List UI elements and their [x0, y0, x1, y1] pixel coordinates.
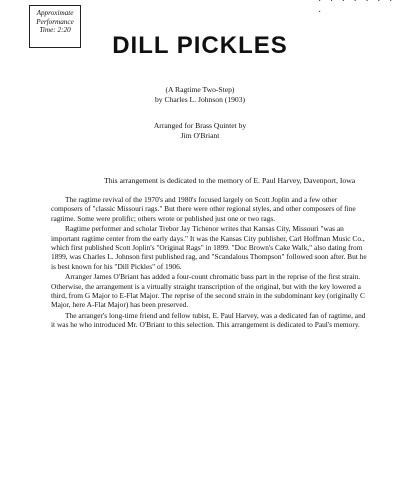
performance-box-line-2: Performance	[36, 17, 74, 26]
arrangement-credit: Arranged for Brass Quintet by	[153, 121, 247, 130]
program-note-paragraph: The ragtime revival of the 1970's and 1980's focused largely on Scott Joplin and a few other composers of "classic Missouri rags." But there were other regional styles, and other composers of fine ragtime. Some were prolific; others wrote or published just one or two rags.	[51, 195, 356, 223]
program-notes	[51, 195, 369, 331]
composer-credit: by Charles L. Johnson (1903)	[154, 95, 246, 104]
page-title: DILL PICKLES	[112, 32, 288, 59]
subtitle: (A Ragtime Two-Step)	[165, 85, 235, 94]
performance-box-line-1: Approximate	[36, 9, 74, 17]
performance-box-line-3: Time: 2:20	[39, 26, 71, 35]
program-note-paragraph: The arranger's long-time friend and fellow tubist, E. Paul Harvey, was a dedicated fan of ragtime, and it was he who introduced Mr. O'Briant to this selection. This arrangement is dedicated to Paul's memory.	[51, 310, 366, 330]
program-note-paragraph: Ragtime performer and scholar Trebor Jay Tichenor writes that Kansas City, Missouri "was an important ragtime center from the early days." It was the Kansas City publisher, Carl Hoffman Music Co., which first published Scott Joplin's "Original Rags" in 1899. "Doc Brown's Cake Walk," also dating from 1899, was Charles L. Johnson first published rag, and "Scandalous Thompson" followed soon after. But he is best known for his "Dill Pickles" of 1906.	[51, 224, 367, 271]
arranger-name: Jim O'Briant	[180, 131, 220, 140]
cropped-header-mark: · · · · · · · ·	[318, 0, 396, 18]
dedication-line: This arrangement is dedicated to the memory of E. Paul Harvey, Davenport, Iowa	[104, 176, 356, 185]
program-note-paragraph: Arranger James O'Briant has added a four-count chromatic bass part in the reprise of the first strain. Otherwise, the arrangement is a virtually straight transcription of the original, but with the key lowered a third, from G Major to E-Flat Major. The reprise of the second strain in the subdominant key (originally C Major, here A-Flat Major) has been preserved.	[51, 272, 365, 310]
